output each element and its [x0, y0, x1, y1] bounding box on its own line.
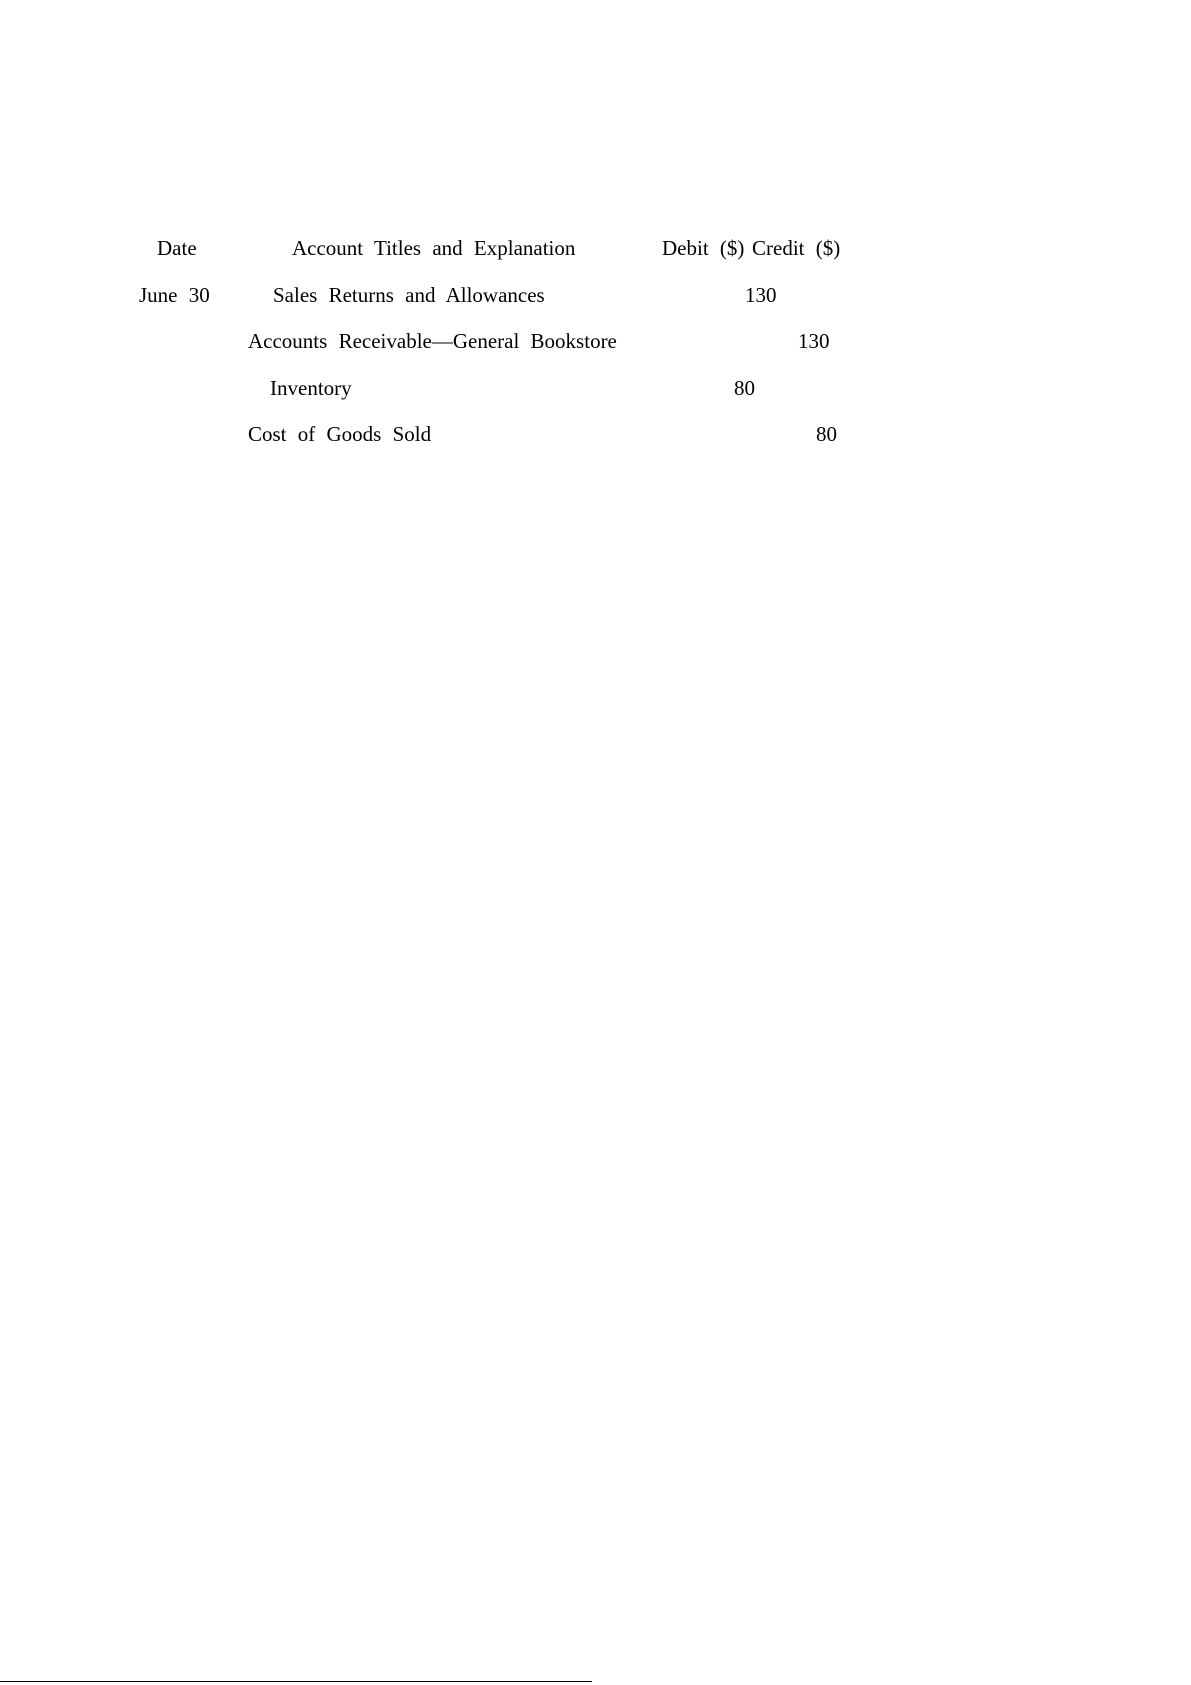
row-account: Accounts Receivable—General Bookstore — [248, 329, 617, 353]
footnote-divider — [0, 1681, 592, 1682]
row-account: Sales Returns and Allowances — [273, 283, 545, 307]
row-account: Inventory — [270, 376, 352, 400]
row-date: June 30 — [139, 283, 210, 307]
row-debit: 130 — [745, 283, 777, 307]
header-account-titles: Account Titles and Explanation — [292, 236, 576, 260]
row-credit: 80 — [816, 422, 837, 446]
header-debit: Debit ($) — [662, 236, 745, 260]
row-account: Cost of Goods Sold — [248, 422, 432, 446]
header-credit: Credit ($) — [752, 236, 841, 260]
row-credit: 130 — [798, 329, 830, 353]
header-date: Date — [157, 236, 197, 260]
row-debit: 80 — [734, 376, 755, 400]
